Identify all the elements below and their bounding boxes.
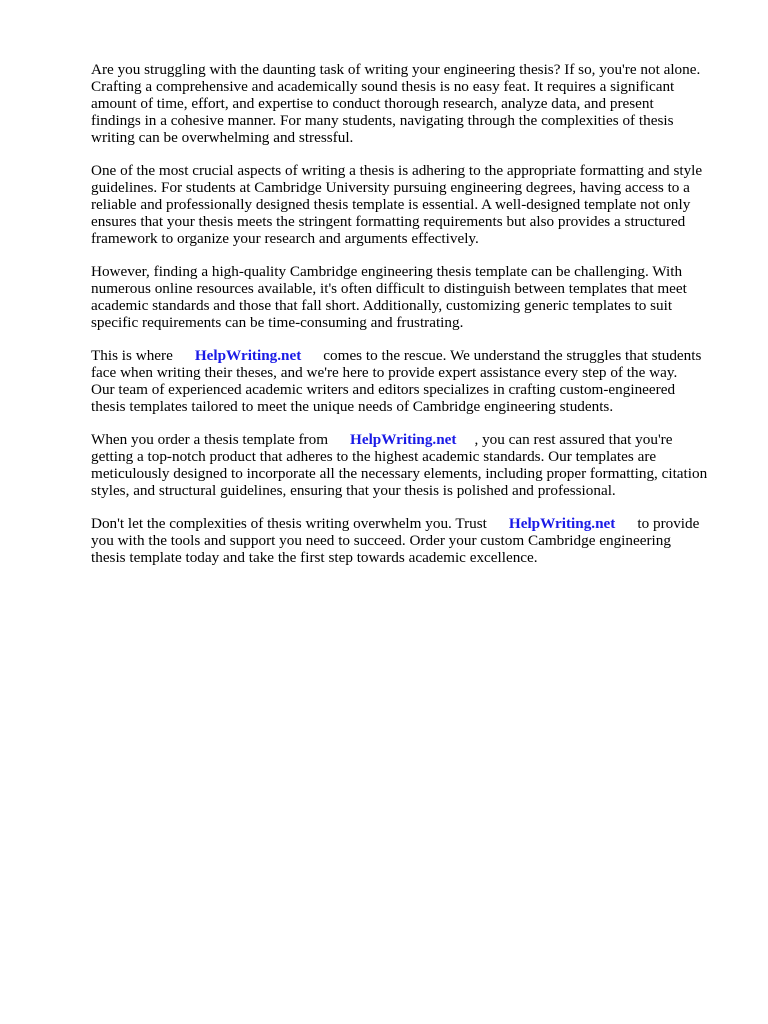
text-line xyxy=(91,431,720,448)
text-line: meticulously designed to incorporate all the necessary elements, including proper formatting, citation xyxy=(91,465,708,482)
text-line: Are you struggling with the daunting task of writing your engineering thesis? If so, you're not alone. xyxy=(91,61,701,78)
paragraph-closing xyxy=(91,515,720,566)
text-line: thesis templates tailored to meet the unique needs of Cambridge engineering students. xyxy=(91,398,614,415)
paragraph-rescue xyxy=(91,347,720,415)
text-before-link: This is where xyxy=(91,347,173,364)
paragraph-challenge xyxy=(91,263,720,331)
text-after-link: comes to the rescue. We understand the struggles that students xyxy=(323,347,702,364)
text-line: specific requirements can be time-consuming and frustrating. xyxy=(91,314,464,331)
helpwriting-link[interactable]: HelpWriting.net xyxy=(508,515,616,532)
paragraph-intro xyxy=(91,61,720,146)
text-line: Our team of experienced academic writers and editors specializes in crafting custom-engineered xyxy=(91,381,676,398)
text-line: One of the most crucial aspects of writing a thesis is adhering to the appropriate formatting and style xyxy=(91,162,703,179)
text-line: styles, and structural guidelines, ensuring that your thesis is polished and professional. xyxy=(91,482,616,499)
text-line: you with the tools and support you need to succeed. Order your custom Cambridge engineering xyxy=(91,532,671,549)
paragraph-order xyxy=(91,431,720,499)
text-line xyxy=(91,515,720,532)
text-after-link: to provide xyxy=(637,515,700,532)
text-line: findings in a cohesive manner. For many students, navigating through the complexities of thesis xyxy=(91,112,674,129)
text-line: framework to organize your research and arguments effectively. xyxy=(91,230,479,247)
text-line xyxy=(91,347,720,364)
text-line: face when writing their theses, and we're here to provide expert assistance every step of the way. xyxy=(91,364,678,381)
text-line: thesis template today and take the first step towards academic excellence. xyxy=(91,549,538,566)
text-line: However, finding a high-quality Cambridge engineering thesis template can be challenging. With xyxy=(91,263,683,280)
text-before-link: Don't let the complexities of thesis writing overwhelm you. Trust xyxy=(91,515,487,532)
paragraph-formatting xyxy=(91,162,720,247)
text-before-link: When you order a thesis template from xyxy=(91,431,329,448)
text-line: academic standards and those that fall short. Additionally, customizing generic templates to suit xyxy=(91,297,673,314)
text-line: Crafting a comprehensive and academically sound thesis is no easy feat. It requires a significant xyxy=(91,78,675,95)
helpwriting-link[interactable]: HelpWriting.net xyxy=(194,347,302,364)
text-line: amount of time, effort, and expertise to conduct thorough research, analyze data, and present xyxy=(91,95,654,112)
text-line: ensures that your thesis meets the stringent formatting requirements but also provides a structured xyxy=(91,213,686,230)
text-line: guidelines. For students at Cambridge University pursuing engineering degrees, having access to a xyxy=(91,179,690,196)
text-line: reliable and professionally designed thesis template is essential. A well-designed template not only xyxy=(91,196,691,213)
text-line: numerous online resources available, it's often difficult to distinguish between templates that meet xyxy=(91,280,687,297)
helpwriting-link[interactable]: HelpWriting.net xyxy=(350,431,457,448)
text-line: writing can be overwhelming and stressful. xyxy=(91,129,354,146)
text-after-link: , you can rest assured that you're xyxy=(474,431,673,448)
text-line: getting a top-notch product that adheres to the highest academic standards. Our templates are xyxy=(91,448,657,465)
